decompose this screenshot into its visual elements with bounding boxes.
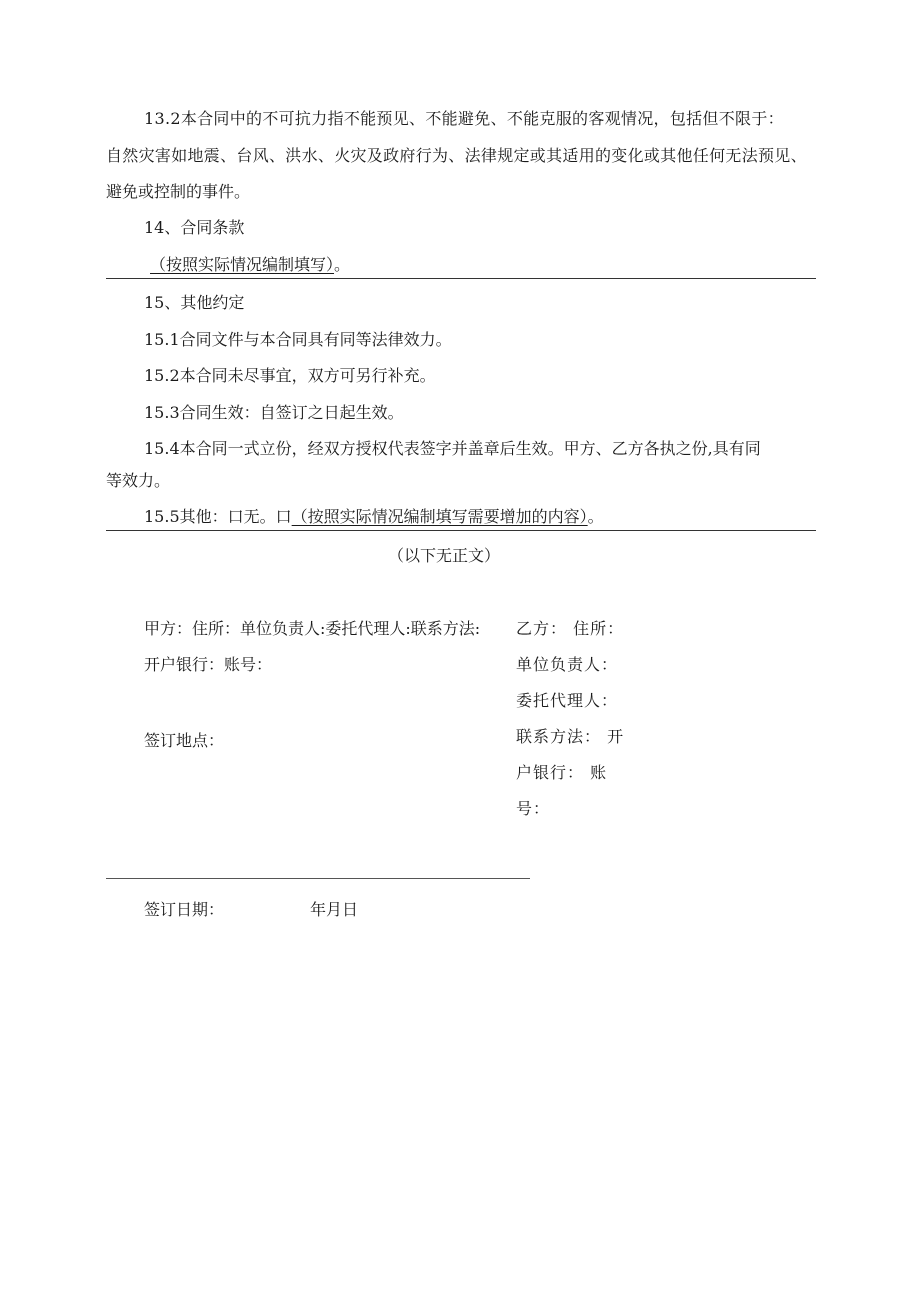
party-a-info-line-1: 甲方：住所：单位负责人:委托代理人:联系方法:: [144, 619, 481, 638]
clause-15-4-line-1: 15.4本合同一式立份，经双方授权代表签字并盖章后生效。甲方、乙方各执之份,具有同: [144, 439, 761, 458]
clause-15-2: 15.2本合同未尽事宜，双方可另行补充。: [144, 366, 436, 385]
clause-15-4-line-2: 等效力。: [106, 471, 171, 490]
signing-date-label: 签订日期：: [144, 900, 225, 919]
clause-15-5-divider: [106, 530, 816, 531]
clause-14-fill-line: [150, 254, 350, 276]
clause-15-5-prefix: 15.5其他：口无。口: [144, 507, 292, 526]
clause-13-2-line-3: 避免或控制的事件。: [106, 182, 251, 201]
clause-14-divider: [106, 278, 816, 279]
clause-13-2-line-1: 13.2本合同中的不可抗力指不能预见、不能避免、不能克服的客观情况，包括但不限于：: [144, 109, 784, 128]
clause-13-2-line-2: 自然灾害如地震、台风、洪水、火灾及政府行为、法律规定或其适用的变化或其他任何无法预见、: [106, 146, 807, 165]
clause-15-5: [144, 506, 604, 528]
signing-date-value: 年月日: [310, 900, 359, 919]
clause-15-heading: 15、其他约定: [144, 293, 245, 312]
end-of-text-note: （以下无正文）: [388, 546, 501, 565]
clause-15-5-fill-blank: （按照实际情况编制填写需要增加的内容）: [291, 507, 588, 526]
party-b-info: 乙方： 住所： 单位负责人：委托代理人：联系方法： 开户银行： 账号：: [516, 619, 625, 818]
clause-14-heading: 14、合同条款: [144, 218, 245, 237]
party-a-info-line-2: 开户银行：账号：: [144, 655, 273, 674]
signing-place-label: 签订地点：: [144, 731, 225, 750]
clause-15-1: 15.1合同文件与本合同具有同等法律效力。: [144, 330, 452, 349]
clause-14-fill-blank: （按照实际情况编制填写）: [150, 255, 335, 274]
clause-15-3: 15.3合同生效：自签订之日起生效。: [144, 403, 404, 422]
clause-15-5-end: 。: [587, 507, 604, 526]
signature-divider: [106, 878, 530, 879]
clause-14-fill-end: 。: [334, 255, 351, 274]
